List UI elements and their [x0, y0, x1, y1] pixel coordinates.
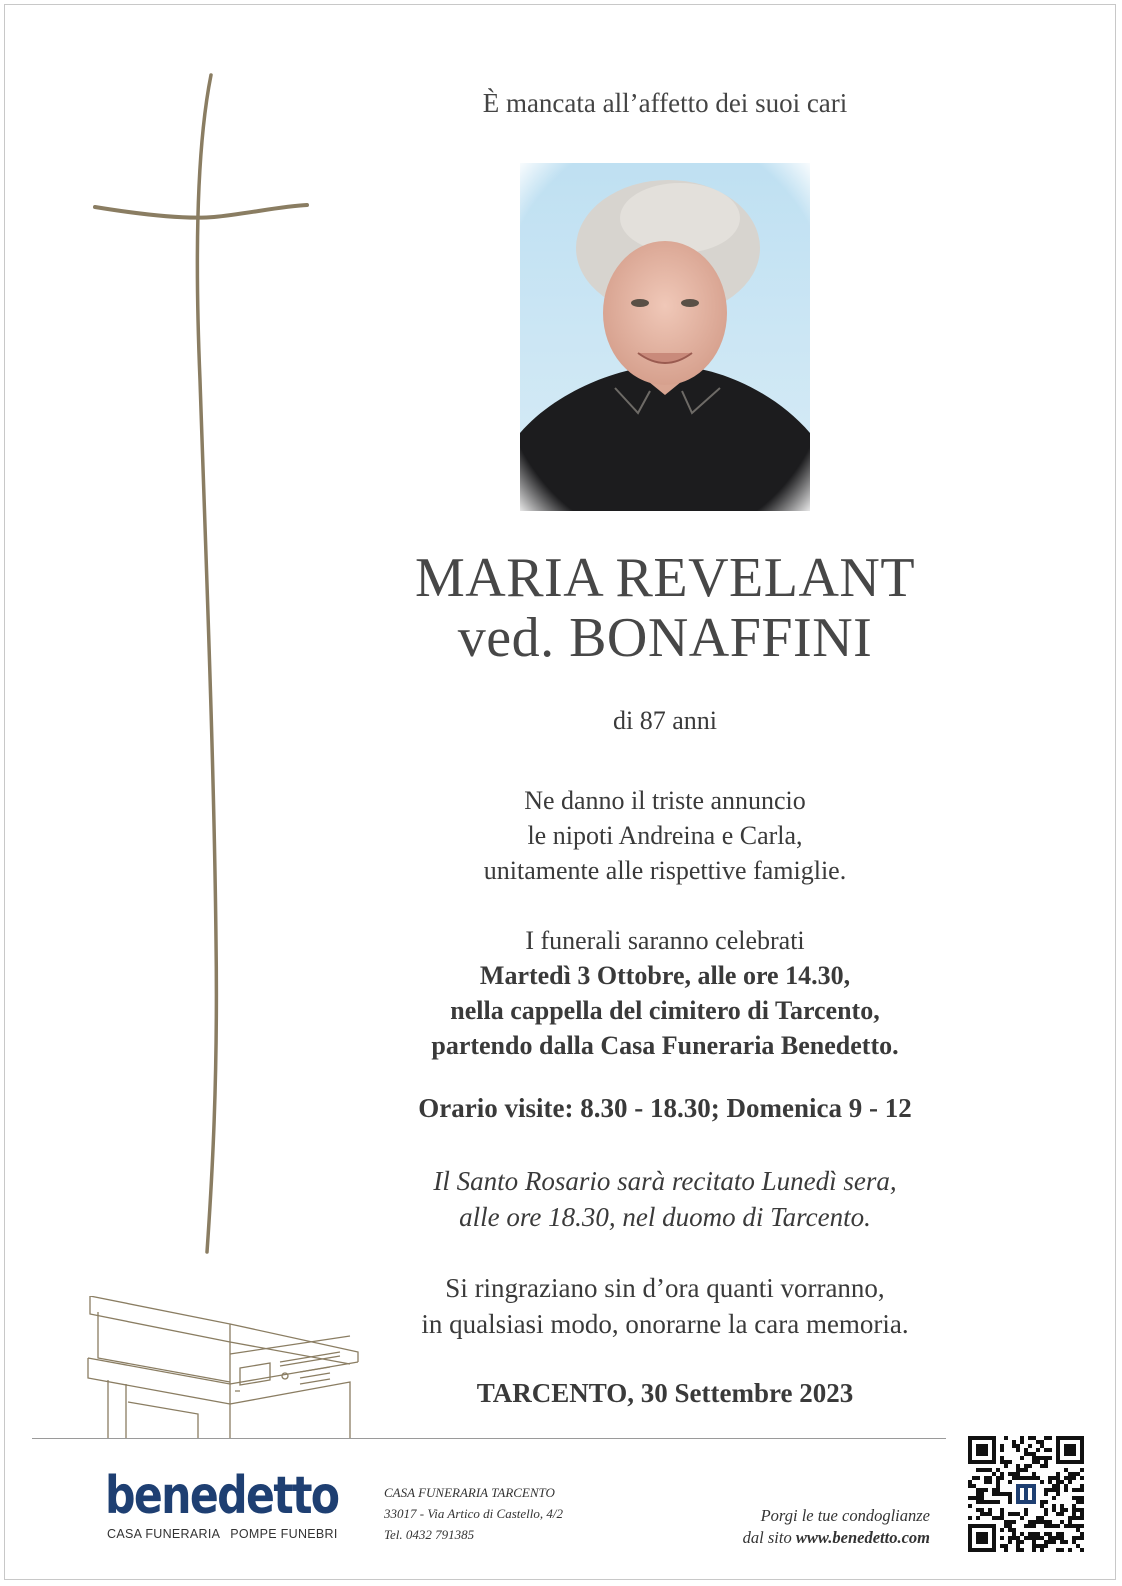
- age-text: di 87 anni: [613, 706, 717, 735]
- funeral-home-building-icon: [80, 1296, 370, 1438]
- funeral-detail-line: Martedì 3 Ottobre, alle ore 14.30,: [479, 961, 851, 990]
- deceased-name: [390, 548, 940, 668]
- cross-icon: [0, 0, 320, 1260]
- announce-line: unitamente alle rispettive famiglie.: [483, 856, 847, 885]
- rosary-paragraph: [390, 1163, 940, 1235]
- funeral-detail-line: partendo dalla Casa Funeraria Benedetto.: [431, 1031, 899, 1060]
- benedetto-logo: benedetto: [105, 1466, 339, 1526]
- name-line-1: MARIA REVELANT: [414, 547, 916, 609]
- rosary-line: Il Santo Rosario sarà recitato Lunedì sera,: [433, 1166, 897, 1196]
- logo-subtitle: [107, 1527, 348, 1541]
- announce-line: Ne danno il triste annuncio: [524, 786, 806, 815]
- condolence-site-link[interactable]: www.benedetto.com: [795, 1528, 930, 1547]
- dateline: TARCENTO, 30 Settembre 2023: [476, 1378, 854, 1408]
- intro-text: È mancata all’affetto dei suoi cari: [482, 88, 848, 118]
- funeral-home-address: [384, 1482, 563, 1545]
- address-line: 33017 - Via Artico di Castello, 4/2: [384, 1506, 563, 1521]
- qr-code-icon[interactable]: [968, 1436, 1084, 1552]
- funeral-paragraph: [390, 923, 940, 1063]
- condolence-prefix: dal sito: [742, 1528, 796, 1547]
- portrait-photo: [520, 163, 810, 511]
- funeral-intro: I funerali saranno celebrati: [525, 926, 805, 955]
- announce-line: le nipoti Andreina e Carla,: [527, 821, 803, 850]
- announcement-paragraph: [390, 783, 940, 888]
- visiting-hours: Orario visite: 8.30 - 18.30; Domenica 9 - 12: [418, 1093, 912, 1123]
- funeral-detail-line: nella cappella del cimitero di Tarcento,: [450, 996, 880, 1025]
- condolence-line-2: [660, 1527, 930, 1549]
- thanks-line: Si ringraziano sin d’ora quanti vorranno,: [445, 1273, 885, 1303]
- logo-sub-pompe: POMPE FUNEBRI: [230, 1527, 338, 1541]
- name-line-2: ved. BONAFFINI: [457, 607, 873, 669]
- logo-sub-casa: CASA FUNERARIA: [107, 1527, 221, 1541]
- thanks-paragraph: [390, 1270, 940, 1342]
- address-line: CASA FUNERARIA TARCENTO: [384, 1485, 555, 1500]
- footer-divider: [32, 1438, 946, 1439]
- address-line: Tel. 0432 791385: [384, 1527, 475, 1542]
- thanks-line: in qualsiasi modo, onorarne la cara memoria.: [421, 1309, 909, 1339]
- condolence-text: [660, 1505, 930, 1549]
- condolence-line-1: Porgi le tue condoglianze: [760, 1506, 930, 1525]
- rosary-line: alle ore 18.30, nel duomo di Tarcento.: [459, 1202, 871, 1232]
